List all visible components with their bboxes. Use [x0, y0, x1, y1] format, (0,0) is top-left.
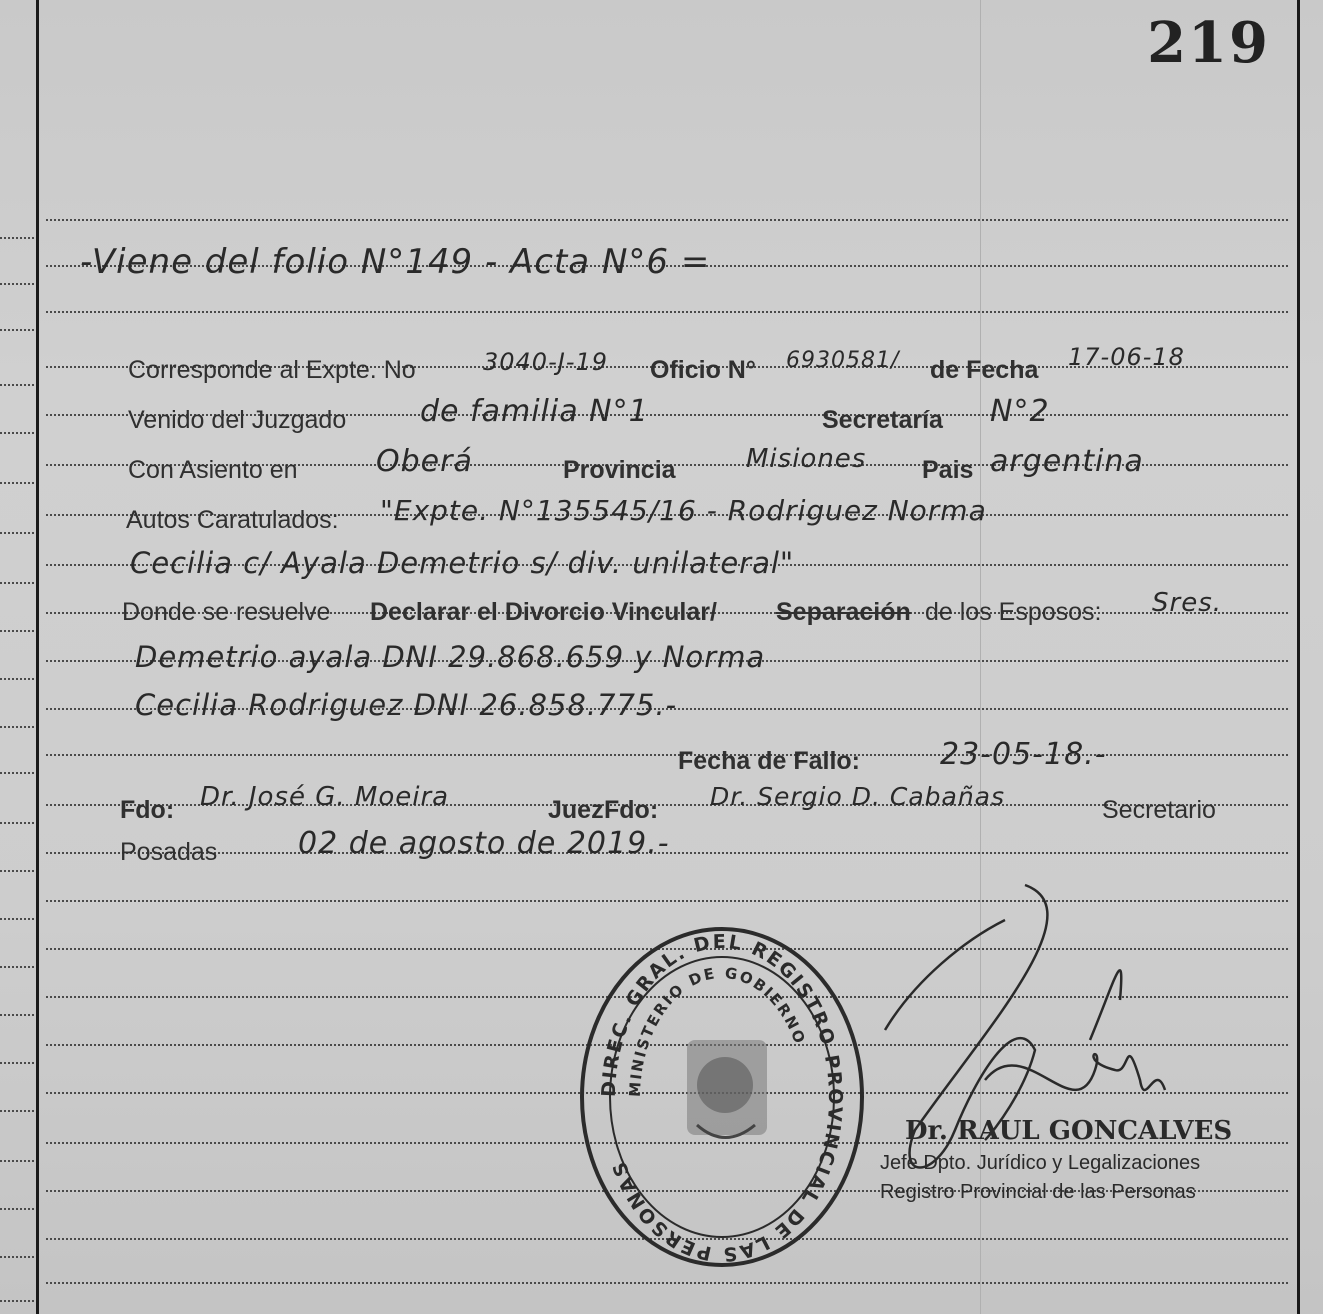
body-rule: [46, 219, 1288, 221]
left-margin-rule: [0, 918, 34, 920]
left-margin-rule: [0, 726, 34, 728]
fdo1-label: Fdo:: [120, 796, 175, 824]
secretaria-value: N°2: [990, 394, 1050, 429]
right-margin-line: [1297, 0, 1300, 1314]
esposos-label: de los Esposos:: [925, 598, 1102, 626]
esposos-line2: Demetrio ayala DNI 29.868.659 y Norma: [135, 640, 766, 674]
autos-label: Autos Caratulados:: [126, 506, 339, 534]
left-margin-rule: [0, 582, 34, 584]
asiento-value: Oberá: [376, 444, 473, 479]
left-margin-rule: [0, 1208, 34, 1210]
folio-number: 219: [1147, 10, 1270, 76]
expediente-label: Corresponde al Expte. No: [128, 356, 416, 384]
juez-label: Juez: [548, 796, 604, 824]
signatory-role: Jefe Dpto. Jurídico y Legalizaciones: [880, 1152, 1201, 1174]
left-margin-rule: [0, 283, 34, 285]
autos-line1: "Expte. N°135545/16 - Rodriguez Norma: [380, 494, 987, 527]
juez-name: Dr. José G. Moeira: [200, 782, 450, 812]
left-margin-rule: [0, 772, 34, 774]
stamp-outer-text: DIREC. GRAL. DEL REGISTRO PROVINCIAL DE LAS PERSONAS: [597, 930, 847, 1266]
coat-of-arms-emblem: [687, 1040, 767, 1138]
pais-value: argentina: [990, 444, 1144, 479]
fallo-label: Fecha de Fallo:: [678, 747, 860, 775]
juzgado-label: Venido del Juzgado: [128, 406, 347, 434]
left-margin-rule: [0, 237, 34, 239]
oficio-label: Oficio N°: [650, 356, 756, 384]
body-rule: [46, 1282, 1288, 1284]
body-rule: [46, 311, 1288, 313]
left-margin-rule: [0, 870, 34, 872]
left-margin-rule: [0, 384, 34, 386]
provincia-value: Misiones: [746, 444, 867, 474]
left-margin-rule: [0, 630, 34, 632]
juzgado-value: de familia N°1: [420, 394, 649, 429]
signatory-office: Registro Provincial de las Personas: [880, 1181, 1196, 1203]
fecha-value: 17-06-18: [1068, 343, 1185, 371]
left-margin-rule: [0, 1300, 34, 1302]
declarar-divorcio: Declarar el Divorcio Vincular/: [370, 598, 717, 626]
fallo-value: 23-05-18.-: [940, 737, 1107, 772]
signatory-name: Dr. RAUL GONCALVES: [905, 1116, 1233, 1146]
left-margin-line: [36, 0, 39, 1314]
left-margin-rule: [0, 1110, 34, 1112]
lugar-fecha-value: 02 de agosto de 2019.-: [298, 826, 670, 861]
left-margin-rule: [0, 1062, 34, 1064]
asiento-label: Con Asiento en: [128, 456, 298, 484]
left-margin-rule: [0, 482, 34, 484]
esposos-line3: Cecilia Rodriguez DNI 26.858.775.-: [135, 688, 678, 722]
left-margin-rule: [0, 966, 34, 968]
separacion-struck: Separación: [776, 598, 911, 626]
left-margin-rule: [0, 822, 34, 824]
fecha-label: de Fecha: [930, 356, 1039, 384]
left-margin-rule: [0, 329, 34, 331]
left-margin-rule: [0, 678, 34, 680]
left-margin-rule: [0, 532, 34, 534]
provincia-label: Provincia: [563, 456, 676, 484]
autos-line2: Cecilia c/ Ayala Demetrio s/ div. unilateral": [130, 546, 795, 580]
fdo2-label: Fdo:: [604, 796, 659, 824]
registry-stamp: [575, 925, 870, 1270]
oficio-value: 6930581/: [786, 348, 900, 373]
pais-label: Pais: [922, 456, 974, 484]
secretaria-label: Secretaría: [822, 406, 943, 434]
left-margin-rule: [0, 1014, 34, 1016]
esposos-value-start: Sres.: [1152, 588, 1222, 618]
secretario-name: Dr. Sergio D. Cabañas: [710, 782, 1006, 811]
lugar-label: Posadas: [120, 838, 218, 866]
stamp-inner-text: MINISTERIO DE GOBIERNO: [625, 963, 810, 1098]
left-margin-rule: [0, 1160, 34, 1162]
secretario-label: Secretario: [1102, 796, 1216, 824]
left-margin-rule: [0, 1256, 34, 1258]
expediente-value: 3040-J-19: [483, 348, 609, 376]
header-line: -Viene del folio N°149 - Acta N°6 =: [80, 242, 711, 282]
left-margin-rule: [0, 432, 34, 434]
resolucion-prefix: Donde se resuelve: [122, 598, 331, 626]
